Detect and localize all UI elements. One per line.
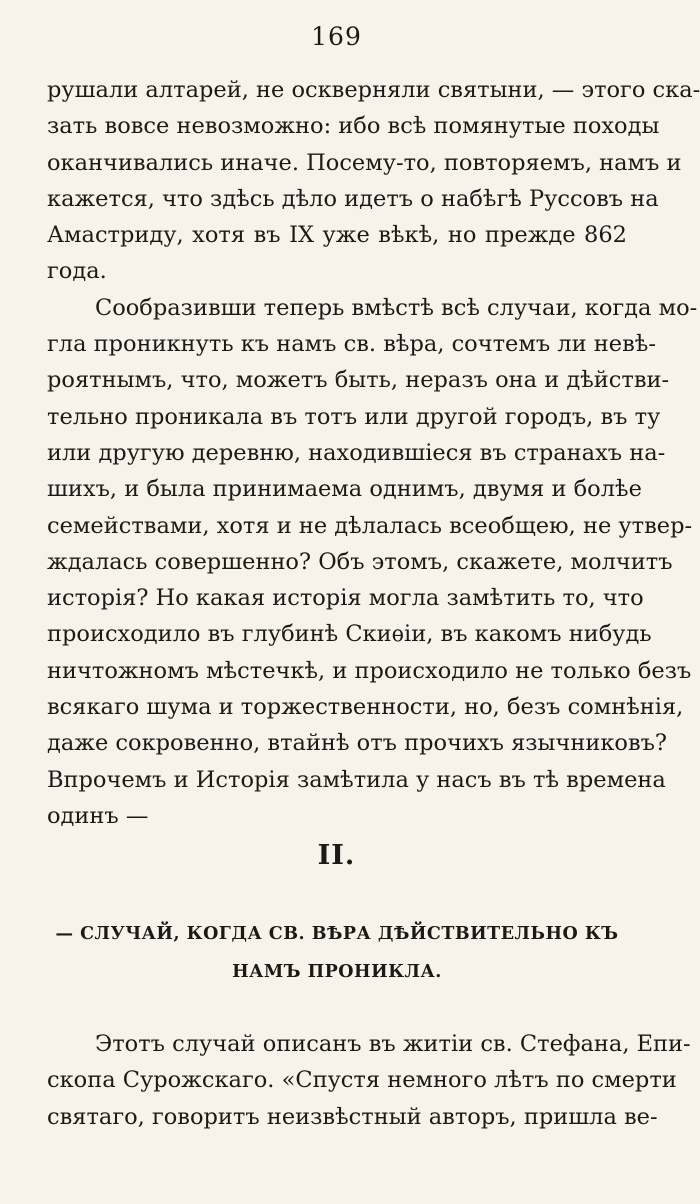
text-line: кажется, что здѣсь дѣло идетъ о набѣгѣ Руссовъ на (47, 185, 659, 212)
section-heading: — СЛУЧАЙ, КОГДА СВ. ВѢРА ДѢЙСТВИТЕЛЬНО КЪ (55, 924, 619, 944)
text-line: одинъ — (47, 802, 149, 829)
text-line: скопа Сурожскаго. «Спустя немного лѣтъ по смерти (47, 1067, 677, 1094)
text-line: Сообразивши теперь вмѣстѣ всѣ случаи, когда мо- (95, 294, 698, 321)
text-line: всякаго шума и торжественности, но, безъ сомнѣнія, (47, 694, 684, 721)
text-line: ждалась совершенно? Объ этомъ, скажете, молчитъ (47, 548, 673, 575)
text-block-bottom (47, 1026, 691, 1135)
text-line: Этотъ случай описанъ въ житіи св. Стефана, Епи- (95, 1031, 691, 1057)
text-line: роятнымъ, что, можетъ быть, неразъ она и дѣйстви- (47, 367, 670, 394)
text-line: года. (47, 258, 107, 285)
text-line: святаго, говоритъ неизвѣстный авторъ, пришла ве- (47, 1103, 658, 1130)
text-line: рушали алтарей, не оскверняли святыни, — этого ска- (47, 77, 700, 103)
text-line: тельно проникала въ тотъ или другой городъ, въ ту (47, 403, 661, 430)
text-line: гла проникнуть къ намъ св. вѣра, сочтемъ ли невѣ- (47, 331, 656, 358)
text-line: зать вовсе невозможно: ибо всѣ помянутые походы (47, 113, 660, 140)
text-line: даже сокровенно, втайнѣ отъ прочихъ язычниковъ? (47, 730, 667, 757)
text-line: или другую деревню, находившіеся въ странахъ на- (47, 439, 666, 466)
text-line: шихъ, и была принимаема однимъ, двумя и болѣе (47, 476, 642, 503)
text-line: исторія? Но какая исторія могла замѣтить то, что (47, 585, 644, 612)
section-number: II. (317, 840, 356, 871)
text-line: семействами, хотя и не дѣлалась всеобщею, не утвер- (47, 512, 693, 539)
page-number: 169 (311, 22, 362, 51)
text-line: ничтожномъ мѣстечкѣ, и происходило не только безъ (47, 657, 692, 684)
text-line: Амастриду, хотя въ IX уже вѣкѣ, но прежде 862 (47, 222, 627, 249)
text-line: Впрочемъ и Исторія замѣтила у насъ въ тѣ времена (47, 766, 666, 793)
text-line: происходило въ глубинѣ Скиѳіи, въ какомъ нибудь (47, 621, 652, 648)
section-heading-continued: НАМЪ ПРОНИКЛА. (232, 962, 442, 982)
text-block-top (47, 72, 700, 834)
text-line: оканчивались иначе. Посему-то, повторяемъ, намъ и (47, 149, 682, 176)
